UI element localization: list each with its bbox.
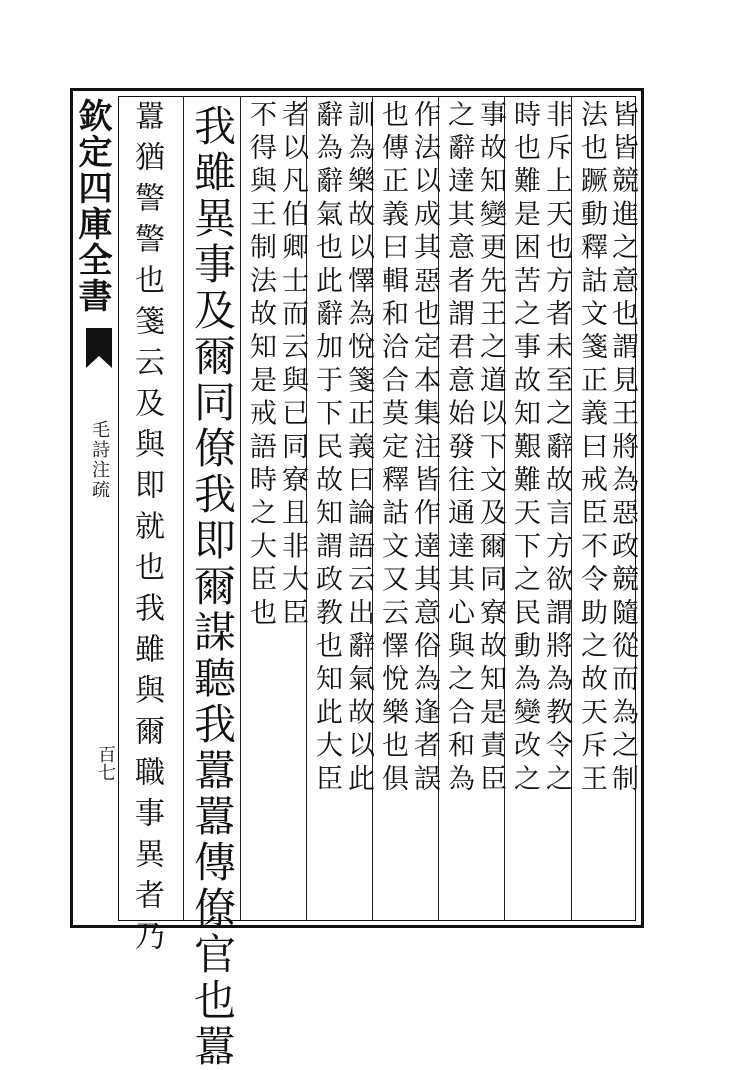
text-column: 之辭達其意者謂君意始發往通達其心與之合和為: [443, 100, 474, 798]
column-rule: [240, 97, 241, 920]
text-column: 事故知變更先王之道以下文及爾同寮故知是責臣: [475, 100, 506, 798]
text-column: 辭為辭氣也此辭加于下民故知謂政教也知此大臣: [311, 100, 342, 798]
page-number: 百七: [95, 745, 116, 781]
text-column: 不得與王制法故知是戒語時之大臣也: [245, 100, 276, 632]
text-column: 囂猶警警也箋云及與即就也我雖與爾職事異者乃: [129, 100, 164, 961]
text-column: 也傳正義曰輯和洽合莫定釋詁文又云懌悅樂也俱: [377, 100, 408, 798]
text-column: 時也難是困苦之事故知艱難天下之民動為變改之: [509, 100, 540, 798]
text-column: 法也蹶動釋詁文箋正義曰戒臣不令助之故天斥王: [576, 100, 607, 798]
column-rule: [183, 97, 184, 920]
main-text-column: 我雖異事及爾同僚我即爾謀聽我囂囂傳僚官也囂: [188, 104, 237, 1070]
text-column: 非斥上天也方者未至之辭故言方欲謂將為教令之: [541, 100, 572, 798]
book-title: 毛詩注疏: [89, 420, 110, 500]
text-column: 皆皆競進之意也謂見王將為惡政競隨從而為之制: [607, 100, 638, 798]
text-column: 作法以成其惡也定本集注皆作達其意俗為逢者誤: [409, 100, 440, 798]
text-column: 訓為樂故以懌為悅箋正義曰論語云出辭氣故以此: [343, 100, 374, 798]
collection-title: 欽定四庫全書: [72, 98, 112, 314]
text-column: 者以凡伯卿士而云與已同寮且非大臣: [277, 100, 308, 632]
